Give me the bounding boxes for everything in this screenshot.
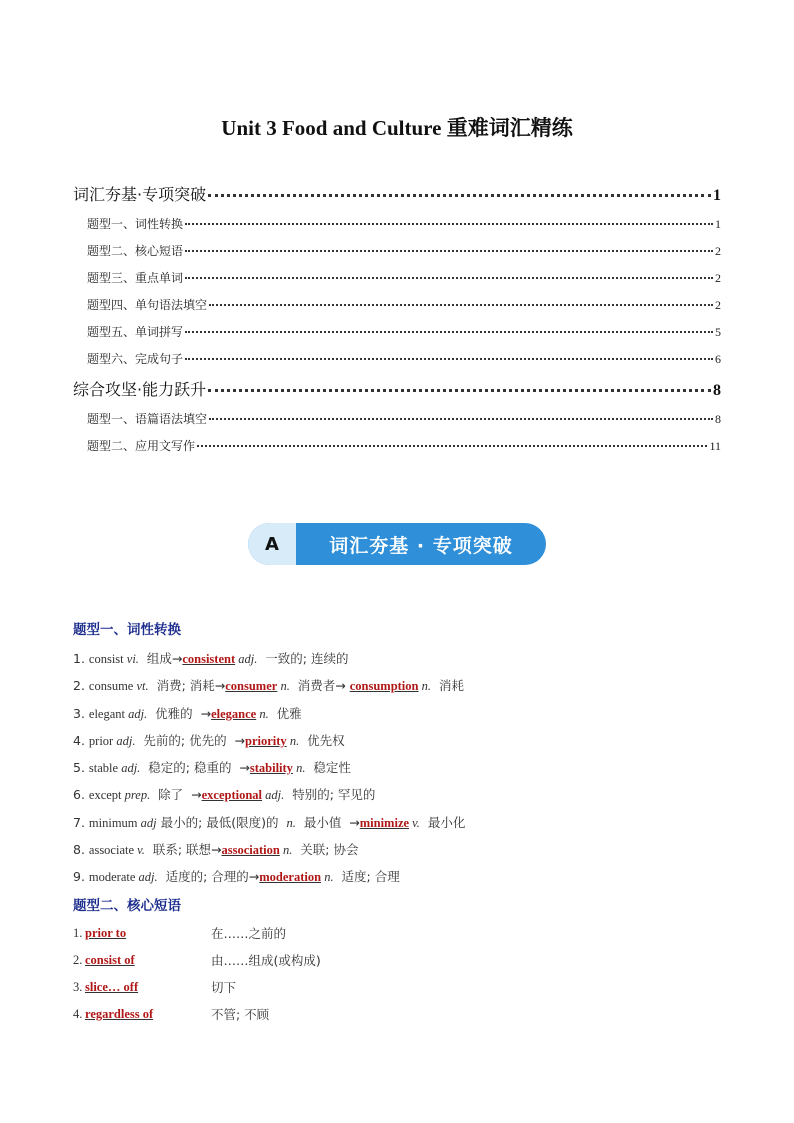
toc-entry-page: 1 xyxy=(715,217,721,231)
answer-word: stability xyxy=(249,761,293,776)
headword: associate xyxy=(88,843,138,858)
item-number: 3. xyxy=(73,980,83,994)
toc-entry[interactable] xyxy=(73,178,721,211)
answer-word: minimize xyxy=(359,815,410,830)
toc-entry[interactable] xyxy=(73,319,721,346)
text-segment: 稳定性 xyxy=(305,760,351,776)
toc-entry-page: 6 xyxy=(715,352,721,366)
part-of-speech: adj. xyxy=(128,706,148,721)
text-segment: 6. xyxy=(73,787,89,803)
headword: minimum xyxy=(88,815,141,830)
text-segment: 7. xyxy=(73,814,89,830)
phrase-meaning: 由……组成(或构成) xyxy=(211,953,321,968)
toc-leader-dots xyxy=(208,194,711,197)
text-segment: 消耗 xyxy=(431,678,464,694)
text-segment: 3. xyxy=(73,705,89,721)
answer-word: moderation xyxy=(259,870,322,885)
headword: prior xyxy=(88,733,117,748)
text-segment: 1. xyxy=(73,651,89,666)
part-of-speech: n. xyxy=(277,679,290,694)
text-segment: 4. xyxy=(73,732,89,748)
part-of-speech: n. xyxy=(292,761,306,776)
toc-entry[interactable] xyxy=(73,265,721,292)
text-segment: 5. xyxy=(73,760,89,776)
toc-entry-label: 题型二、应用文写作 xyxy=(87,439,196,453)
text-segment: 最小的; 最低(限度)的 xyxy=(156,814,287,830)
list-item xyxy=(73,727,733,754)
headword: consist xyxy=(88,652,127,666)
list-item xyxy=(73,947,733,974)
toc-entry[interactable] xyxy=(73,406,721,433)
part-of-speech: vi. xyxy=(126,652,139,666)
text-segment: 除了 → xyxy=(150,787,202,803)
page-title: Unit 3 Food and Culture 重难词汇精练 xyxy=(221,116,573,140)
headword: stable xyxy=(88,761,122,776)
toc-entry-label: 题型一、词性转换 xyxy=(87,217,184,231)
toc-entry-page: 8 xyxy=(715,412,721,426)
toc-entry-page: 1 xyxy=(713,187,721,204)
toc-entry-page: 5 xyxy=(715,325,721,339)
phrase-meaning: 切下 xyxy=(211,980,237,995)
list-item xyxy=(73,974,733,1001)
answer-word: association xyxy=(221,843,280,858)
list-item xyxy=(73,836,733,863)
toc-leader-dots xyxy=(185,277,713,279)
answer-word: elegance xyxy=(211,706,257,721)
text-segment: 2. xyxy=(73,678,89,694)
list-item xyxy=(73,781,733,808)
toc-entry[interactable] xyxy=(73,211,721,238)
text-segment: 先前的; 优先的 → xyxy=(135,732,246,748)
toc-entry-label: 题型四、单句语法填空 xyxy=(87,298,208,312)
text-segment: 组成→ xyxy=(138,651,183,666)
word-forms-list xyxy=(73,645,733,891)
phrase-answer: slice… off xyxy=(85,980,139,994)
part-of-speech: adj. xyxy=(138,870,158,885)
answer-word: exceptional xyxy=(201,788,263,803)
text-segment: 消费; 消耗→ xyxy=(148,678,226,694)
toc-entry-label: 题型一、语篇语法填空 xyxy=(87,412,208,426)
text-segment: 稳定的; 稳重的 → xyxy=(140,760,250,776)
part-of-speech: n. xyxy=(279,843,293,858)
toc-entry-page: 11 xyxy=(709,439,721,453)
phrase-meaning: 在……之前的 xyxy=(211,926,287,941)
text-segment: 消费者→ xyxy=(289,678,350,694)
headword: except xyxy=(88,788,125,803)
part-of-speech: adj. xyxy=(235,652,258,666)
item-number: 1. xyxy=(73,926,83,940)
answer-word: consumption xyxy=(349,679,419,694)
text-segment: 优雅的 → xyxy=(147,705,212,721)
list-item xyxy=(73,920,733,947)
list-item xyxy=(73,809,733,836)
part-of-speech: adj. xyxy=(262,788,285,803)
answer-word: consumer xyxy=(225,679,278,694)
phrase-answer: consist of xyxy=(85,953,135,967)
text-segment: 8. xyxy=(73,842,89,858)
text-segment: 最小化 xyxy=(419,814,466,830)
part-of-speech: adj xyxy=(140,815,157,830)
toc-leader-dots xyxy=(185,358,713,360)
part-of-speech: n. xyxy=(418,679,431,694)
part-of-speech: n. xyxy=(256,706,269,721)
part-of-speech: n. xyxy=(286,733,300,748)
toc-entry-page: 2 xyxy=(715,298,721,312)
text-segment: 一致的; 连续的 xyxy=(257,651,349,666)
text-segment: 特别的; 罕见的 xyxy=(284,787,376,803)
toc-entry-label: 题型二、核心短语 xyxy=(87,244,184,258)
list-item xyxy=(73,863,733,890)
table-of-contents xyxy=(73,178,721,460)
part-of-speech: n. xyxy=(286,815,296,830)
text-segment: 关联; 协会 xyxy=(292,842,359,858)
part-of-speech: n. xyxy=(321,870,334,885)
list-item xyxy=(73,672,733,699)
toc-entry[interactable] xyxy=(73,346,721,373)
answer-word: priority xyxy=(245,733,287,748)
text-segment: 优雅 xyxy=(268,705,302,721)
toc-entry-label: 题型三、重点单词 xyxy=(87,271,184,285)
item-number: 2. xyxy=(73,953,83,967)
phrase-meaning: 不管; 不顾 xyxy=(211,1007,270,1022)
item-number: 4. xyxy=(73,1007,83,1021)
part-of-speech: adj. xyxy=(116,733,136,748)
headword: elegant xyxy=(88,706,129,721)
toc-entry-page: 8 xyxy=(713,382,721,399)
toc-entry[interactable] xyxy=(73,433,721,460)
toc-leader-dots xyxy=(185,250,713,252)
list-item xyxy=(73,1001,733,1028)
part-of-speech: vt. xyxy=(136,679,149,694)
toc-entry-page: 2 xyxy=(715,244,721,258)
toc-entry-label: 词汇夯基·专项突破 xyxy=(73,185,207,204)
section-heading-phrases: 题型二、核心短语 xyxy=(73,898,181,914)
toc-leader-dots xyxy=(209,304,713,306)
text-segment: 适度; 合理 xyxy=(333,869,400,885)
phrase-answer: regardless of xyxy=(85,1007,154,1021)
toc-entry-label: 题型五、单词拼写 xyxy=(87,325,184,339)
section-banner xyxy=(248,523,546,565)
part-of-speech: prep. xyxy=(124,788,151,803)
toc-entry[interactable] xyxy=(73,292,721,319)
toc-leader-dots xyxy=(197,445,707,447)
toc-entry[interactable] xyxy=(73,373,721,406)
text-segment: 最小值 → xyxy=(295,814,360,830)
toc-leader-dots xyxy=(185,331,713,333)
toc-leader-dots xyxy=(208,389,711,392)
section-heading-word-forms: 题型一、词性转换 xyxy=(73,622,181,638)
text-segment: 优先权 xyxy=(299,732,345,748)
text-segment: 联系; 联想→ xyxy=(144,842,222,858)
list-item xyxy=(73,700,733,727)
part-of-speech: v. xyxy=(409,815,420,830)
list-item xyxy=(73,754,733,781)
phrase-answer: prior to xyxy=(85,926,127,940)
toc-entry-label: 综合攻坚·能力跃升 xyxy=(73,380,207,399)
phrases-list xyxy=(73,920,733,1028)
part-of-speech: v. xyxy=(137,843,145,858)
text-segment: 适度的; 合理的→ xyxy=(157,869,260,885)
toc-entry-page: 2 xyxy=(715,271,721,285)
toc-entry-label: 题型六、完成句子 xyxy=(87,352,184,366)
part-of-speech: adj. xyxy=(121,761,141,776)
text-segment: 9. xyxy=(73,869,89,885)
toc-leader-dots xyxy=(209,418,713,420)
headword: moderate xyxy=(88,870,139,885)
toc-leader-dots xyxy=(185,223,713,225)
toc-entry[interactable] xyxy=(73,238,721,265)
banner-letter: A xyxy=(248,523,296,565)
answer-word: consistent xyxy=(182,652,236,666)
banner-title: 词汇夯基 · 专项突破 xyxy=(329,534,513,557)
headword: consume xyxy=(88,679,137,694)
list-item xyxy=(73,645,733,672)
